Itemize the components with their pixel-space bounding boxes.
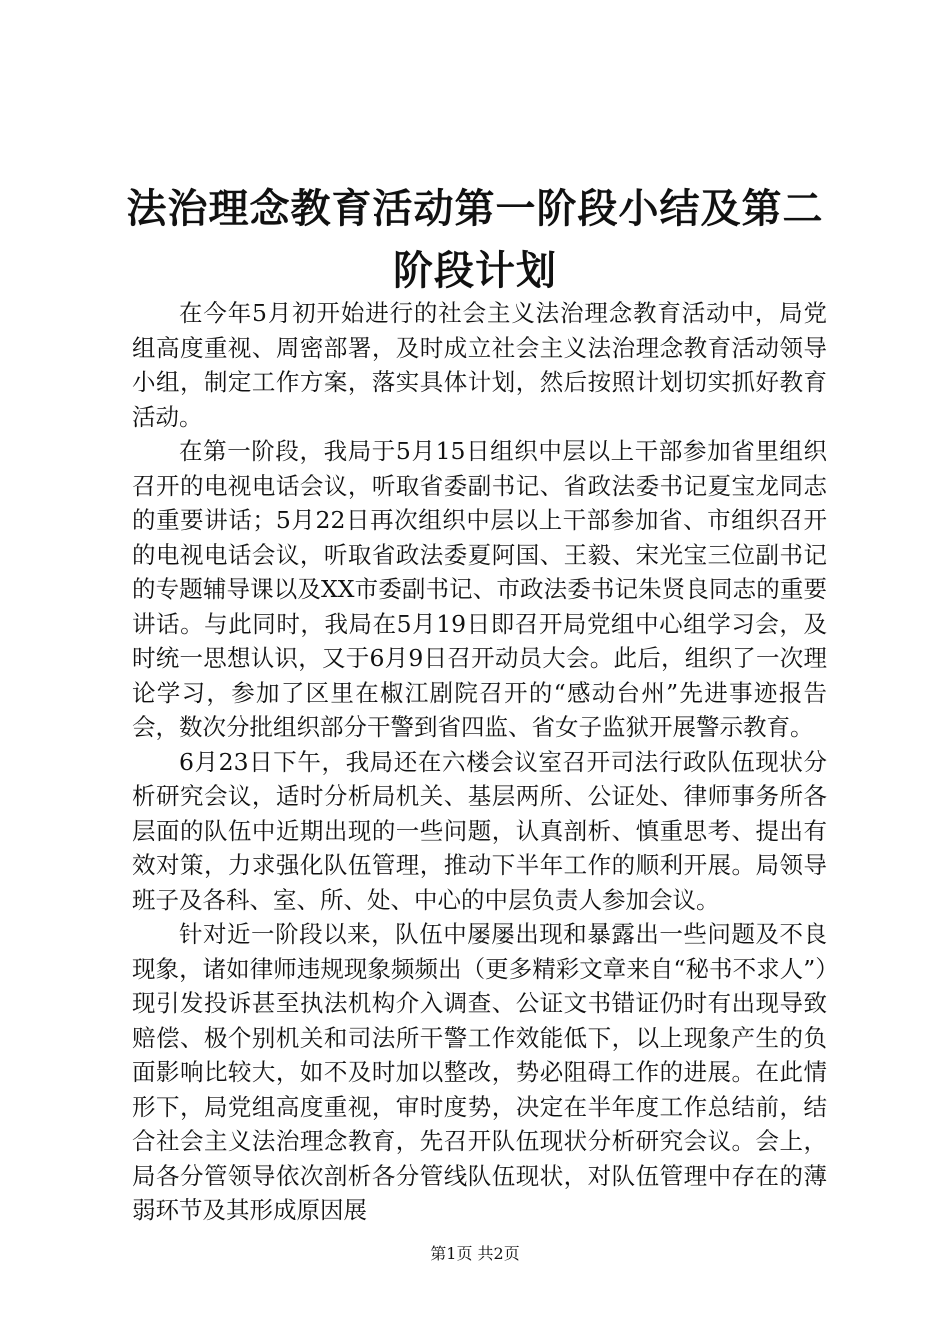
paragraph: 在今年5月初开始进行的社会主义法治理念教育活动中，局党组高度重视、周密部署，及时成立社会主义法治理念教育活动领导小组，制定工作方案，落实具体计划，然后按照计划切实抓好教育活动。 (132, 299, 827, 431)
document-title: 法治理念教育活动第一阶段小结及第二阶段计划 (126, 186, 824, 294)
paragraph: 在第一阶段，我局于5月15日组织中层以上干部参加省里组织召开的电视电话会议，听取省委副书记、省政法委书记夏宝龙同志的重要讲话；5月22日再次组织中层以上干部参加省、市组织召开的电视电话会议，听取省政法委夏阿国、王毅、宋光宝三位副书记的专题辅导课以及XX市委副书记、市政法委书记朱贤良同志的重要讲话。与此同时，我局在5月19日即召开局党组中心组学习会，及时统一思想认识，又于6月9日召开动员大会。此后，组织了一次理论学习，参加了区里在椒江剧院召开的“感动台州”先进事迹报告会，数次分批组织部分干警到省四监、省女子监狱开展警示教育。 (132, 437, 827, 741)
paragraph: 针对近一阶段以来，队伍中屡屡出现和暴露出一些问题及不良现象，诸如律师违规现象频频出（更多精彩文章来自“秘书不求人”）现引发投诉甚至执法机构介入调查、公证文书错证仍时有出现导致赔偿、极个别机关和司法所干警工作效能低下，以上现象产生的负面影响比较大，如不及时加以整改，势必阻碍工作的进展。在此情形下，局党组高度重视，审时度势，决定在半年度工作总结前，结合社会主义法治理念教育，先召开队伍现状分析研究会议。会上，局各分管领导依次剖析各分管线队伍现状，对队伍管理中存在的薄弱环节及其形成原因展 (132, 920, 827, 1224)
paragraph: 6月23日下午，我局还在六楼会议室召开司法行政队伍现状分析研究会议，适时分析局机关、基层两所、公证处、律师事务所各层面的队伍中近期出现的一些问题，认真剖析、慎重思考、提出有效对策，力求强化队伍管理，推动下半年工作的顺利开展。局领导班子及各科、室、所、处、中心的中层负责人参加会议。 (132, 747, 827, 914)
document-body (132, 296, 827, 1228)
page-footer: 第1页 共2页 (430, 1244, 520, 1263)
